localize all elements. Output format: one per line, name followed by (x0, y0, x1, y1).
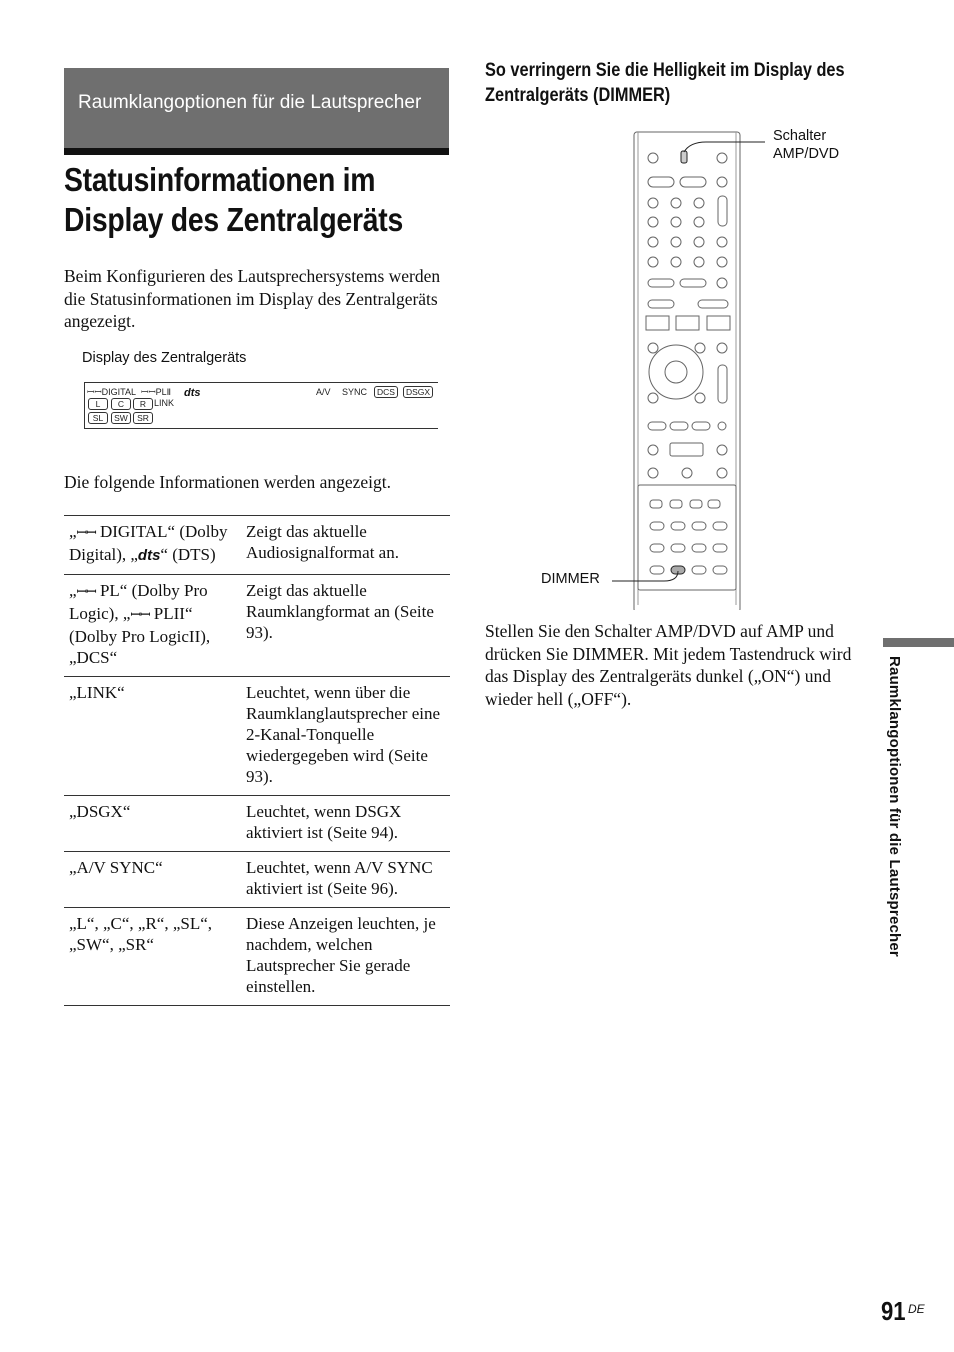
dolby-symbol: ꟷꟷ (76, 585, 96, 600)
side-tab-marker (883, 638, 954, 647)
side-tab-label: Raumklangoptionen für die Lautsprecher (886, 656, 903, 957)
page-language: DE (908, 1302, 925, 1316)
dsgx-indicator: DSGX (403, 386, 433, 398)
section-header-label: Raumklangoptionen für die Lautsprecher (78, 92, 422, 113)
dimmer-heading: So verringern Sie die Helligkeit im Display des Zentralgeräts (DIMMER) (485, 60, 845, 106)
description-cell: Leuchtet, wenn DSGX aktiviert ist (Seite 94). (241, 796, 450, 852)
description-cell: Zeigt das aktuelle Raumklangformat an (Seite 93). (241, 575, 450, 677)
sync-indicator: SYNC (342, 387, 368, 397)
switch-callout-line (684, 142, 765, 152)
table-row (64, 796, 450, 852)
page-title: Statusinformationen im Display des Zentralgeräts (64, 161, 403, 238)
display-label: Display des Zentralgeräts (82, 350, 247, 366)
indicator-cell: „L“, „C“, „R“, „SL“, „SW“, „SR“ (64, 908, 241, 1006)
description-cell: Leuchtet, wenn A/V SYNC aktiviert ist (Seite 96). (241, 852, 450, 908)
dolby-pl-indicator: ꟷꟷPLⅡ (141, 387, 172, 397)
enter-button (665, 361, 687, 383)
description-cell: Zeigt das aktuelle Audiosignalformat an. (241, 516, 450, 575)
speaker-l-indicator: L (88, 398, 108, 410)
indicator-cell: „DSGX“ (64, 796, 241, 852)
link-indicator: LINK (154, 398, 175, 408)
speaker-r-indicator: R (133, 398, 153, 410)
page-number: 91 (881, 1296, 906, 1326)
speaker-sl-indicator: SL (88, 412, 108, 424)
remote-control-illustration (530, 120, 860, 610)
description-cell: Leuchtet, wenn über die Raumklanglautsprecher eine 2-Kanal-Tonquelle wiedergegeben wird (Seite 93). (241, 677, 450, 796)
dolby-digital-indicator: ꟷꟷDIGITAL (87, 387, 136, 397)
indicator-cell: „LINK“ (64, 677, 241, 796)
dolby-symbol: ꟷꟷ (87, 387, 102, 397)
speaker-c-indicator: C (111, 398, 131, 410)
dolby-symbol: ꟷꟷ (141, 387, 156, 397)
dcs-indicator: DCS (374, 386, 398, 398)
list-intro: Die folgende Informationen werden angezeigt. (64, 472, 392, 492)
amp-dvd-switch (681, 151, 687, 163)
dimmer-instructions: Stellen Sie den Schalter AMP/DVD auf AMP und drücken Sie DIMMER. Mit jedem Tastendruck wird das Display des Zentralgeräts dunkel („ON“) und wieder hell („OFF“). (485, 621, 852, 709)
indicator-cell: „ꟷꟷ DIGITAL“ (Dolby Digital), „dts“ (DTS) (64, 516, 241, 575)
intro-paragraph: Beim Konfigurieren des Lautsprechersystems werden die Statusinformationen im Display des Zentralgeräts angezeigt. (64, 266, 441, 331)
speaker-sr-indicator: SR (133, 412, 153, 424)
description-cell: Diese Anzeigen leuchten, je nachdem, welchen Lautsprecher Sie gerade einstellen. (241, 908, 450, 1006)
table-row (64, 852, 450, 908)
dts-logo: dts (137, 547, 161, 564)
section-header (64, 68, 449, 148)
switch-callout: Schalter AMP/DVD (773, 128, 840, 162)
dimmer-callout-line (612, 571, 678, 581)
table-row (64, 908, 450, 1006)
power-button (648, 153, 658, 163)
table-row (64, 516, 450, 575)
section-rule (64, 148, 449, 155)
indicator-table (64, 515, 450, 1006)
av-indicator: A/V (316, 387, 331, 397)
navigation-ring (649, 345, 703, 399)
dts-logo: dts (184, 387, 201, 399)
dimmer-callout: DIMMER (541, 571, 600, 587)
table-row (64, 575, 450, 677)
dolby-symbol: ꟷꟷ (130, 608, 150, 623)
indicator-cell: „A/V SYNC“ (64, 852, 241, 908)
speaker-sw-indicator: SW (111, 412, 131, 424)
dolby-symbol: ꟷꟷ (76, 526, 96, 541)
table-row (64, 677, 450, 796)
indicator-cell: „ꟷꟷ PL“ (Dolby Pro Logic), „ꟷꟷ PLII“ (Dolby Pro LogicII), „DCS“ (64, 575, 241, 677)
front-panel-display (84, 382, 438, 429)
